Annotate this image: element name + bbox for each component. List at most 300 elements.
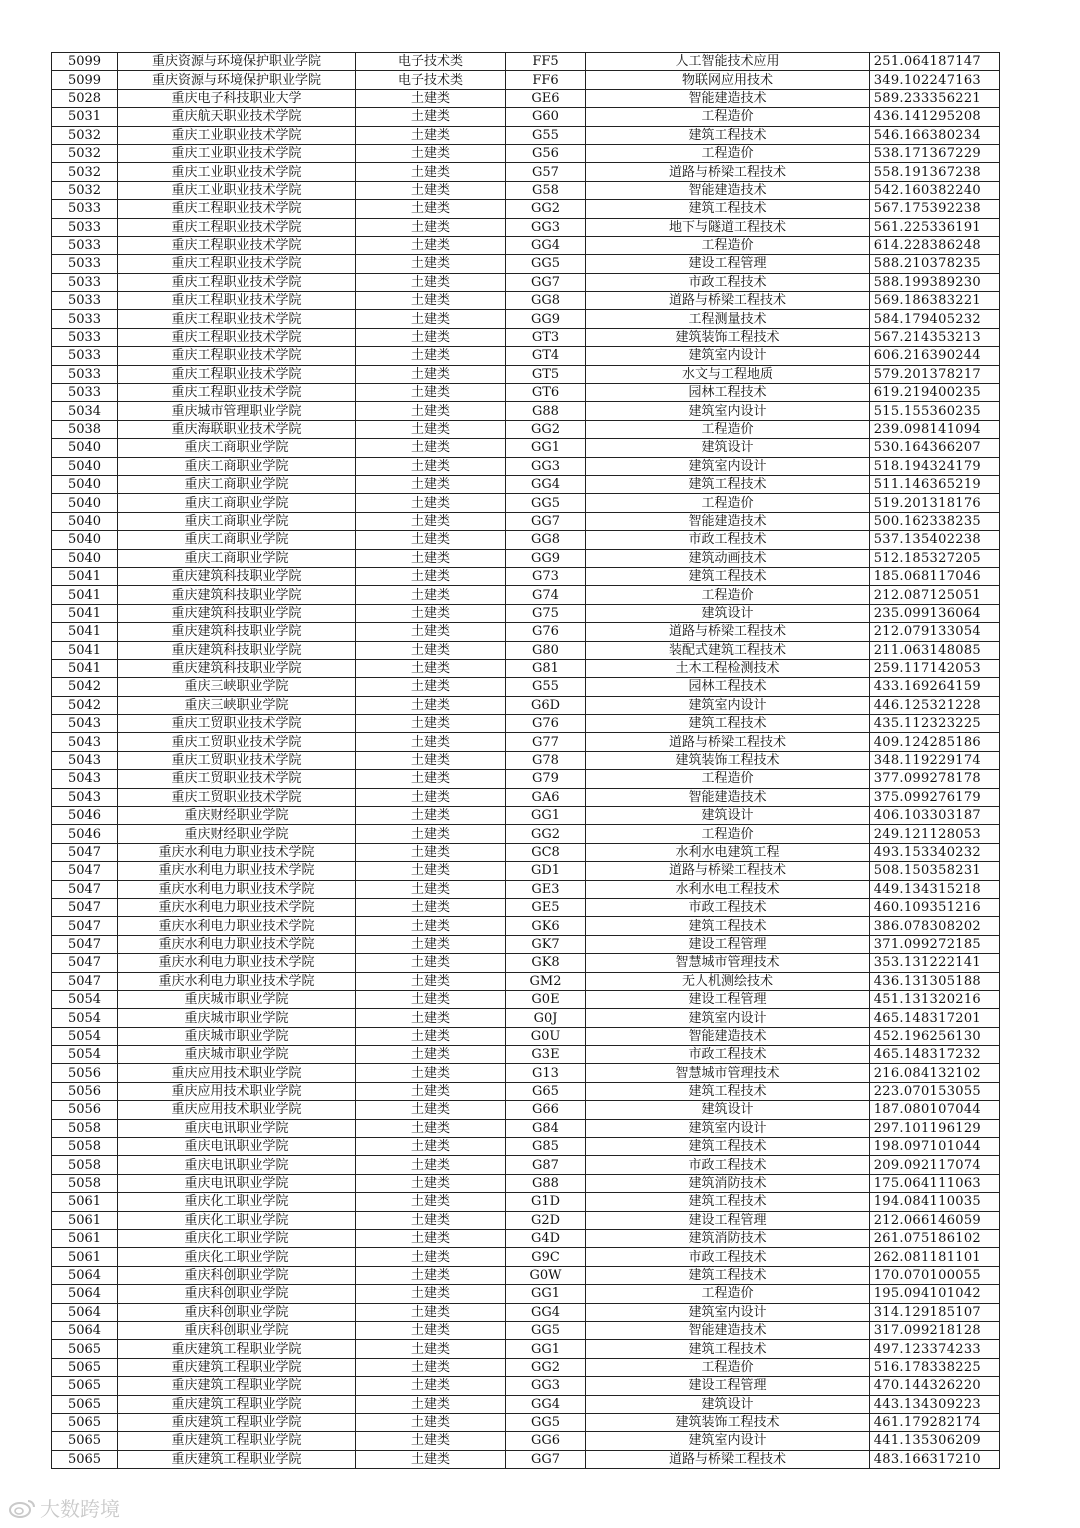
major-code-cell: G57 [506,163,586,181]
school-code-cell: 5064 [52,1303,118,1321]
table-row [52,567,1000,585]
school-code-cell: 5040 [52,439,118,457]
table-row [52,512,1000,530]
score-cell: 584.179405232 [870,310,1000,328]
score-cell: 216.084132102 [870,1064,1000,1082]
category-cell: 土建类 [356,1174,506,1192]
score-cell: 436.141295208 [870,108,1000,126]
major-name-cell: 建筑设计 [586,1101,870,1119]
major-name-cell: 建筑消防技术 [586,1174,870,1192]
score-cell: 175.064111063 [870,1174,1000,1192]
major-name-cell: 建筑装饰工程技术 [586,1413,870,1431]
score-cell: 441.135306209 [870,1432,1000,1450]
score-cell: 317.099218128 [870,1321,1000,1339]
table-row [52,807,1000,825]
score-cell: 567.175392238 [870,200,1000,218]
major-code-cell: G85 [506,1138,586,1156]
score-cell: 461.179282174 [870,1413,1000,1431]
score-cell: 546.166380234 [870,126,1000,144]
table-row [52,89,1000,107]
school-code-cell: 5064 [52,1266,118,1284]
score-cell: 470.144326220 [870,1377,1000,1395]
table-row [52,218,1000,236]
school-code-cell: 5058 [52,1156,118,1174]
major-code-cell: G1D [506,1193,586,1211]
school-code-cell: 5038 [52,420,118,438]
score-cell: 614.228386248 [870,236,1000,254]
major-code-cell: GG4 [506,475,586,493]
school-code-cell: 5047 [52,898,118,916]
school-code-cell: 5065 [52,1395,118,1413]
table-row [52,715,1000,733]
category-cell: 土建类 [356,1303,506,1321]
major-name-cell: 道路与桥梁工程技术 [586,292,870,310]
major-code-cell: G0E [506,990,586,1008]
category-cell: 土建类 [356,1101,506,1119]
major-name-cell: 建筑工程技术 [586,1340,870,1358]
major-code-cell: GK7 [506,935,586,953]
category-cell: 电子技术类 [356,53,506,71]
major-name-cell: 建筑室内设计 [586,457,870,475]
score-cell: 500.162338235 [870,512,1000,530]
major-code-cell: G75 [506,604,586,622]
school-code-cell: 5040 [52,457,118,475]
category-cell: 土建类 [356,733,506,751]
school-code-cell: 5054 [52,1027,118,1045]
school-name-cell: 重庆电子科技职业大学 [118,89,356,107]
school-name-cell: 重庆科创职业学院 [118,1285,356,1303]
school-code-cell: 5056 [52,1082,118,1100]
school-name-cell: 重庆城市职业学院 [118,1027,356,1045]
category-cell: 土建类 [356,310,506,328]
major-name-cell: 工程造价 [586,236,870,254]
category-cell: 土建类 [356,1413,506,1431]
category-cell: 土建类 [356,1064,506,1082]
table-row [52,475,1000,493]
major-code-cell: G77 [506,733,586,751]
major-name-cell: 建筑室内设计 [586,1432,870,1450]
category-cell: 土建类 [356,586,506,604]
category-cell: 土建类 [356,457,506,475]
school-name-cell: 重庆电讯职业学院 [118,1174,356,1192]
school-name-cell: 重庆建筑科技职业学院 [118,567,356,585]
category-cell: 土建类 [356,1285,506,1303]
major-name-cell: 建筑工程技术 [586,917,870,935]
school-name-cell: 重庆工程职业技术学院 [118,347,356,365]
school-code-cell: 5056 [52,1101,118,1119]
major-code-cell: G65 [506,1082,586,1100]
major-name-cell: 建筑室内设计 [586,1303,870,1321]
major-code-cell: GG2 [506,825,586,843]
major-code-cell: GG5 [506,1321,586,1339]
category-cell: 土建类 [356,715,506,733]
major-name-cell: 土木工程检测技术 [586,659,870,677]
table-row [52,494,1000,512]
category-cell: 土建类 [356,365,506,383]
score-cell: 446.125321228 [870,696,1000,714]
major-code-cell: G80 [506,641,586,659]
major-name-cell: 市政工程技术 [586,1248,870,1266]
category-cell: 土建类 [356,531,506,549]
category-cell: 土建类 [356,623,506,641]
school-name-cell: 重庆工商职业学院 [118,512,356,530]
major-code-cell: G6D [506,696,586,714]
school-code-cell: 5065 [52,1340,118,1358]
table-row [52,1395,1000,1413]
major-code-cell: GG2 [506,1358,586,1376]
major-code-cell: GD1 [506,862,586,880]
major-name-cell: 道路与桥梁工程技术 [586,733,870,751]
major-name-cell: 建筑工程技术 [586,567,870,585]
major-name-cell: 建筑设计 [586,807,870,825]
weibo-icon [8,1498,36,1518]
school-name-cell: 重庆水利电力职业技术学院 [118,972,356,990]
school-code-cell: 5047 [52,954,118,972]
score-cell: 239.098141094 [870,420,1000,438]
major-name-cell: 建筑装饰工程技术 [586,751,870,769]
school-code-cell: 5047 [52,843,118,861]
major-name-cell: 物联网应用技术 [586,71,870,89]
category-cell: 土建类 [356,770,506,788]
table-row [52,71,1000,89]
major-name-cell: 水利水电工程技术 [586,880,870,898]
score-cell: 212.079133054 [870,623,1000,641]
school-code-cell: 5041 [52,604,118,622]
score-cell: 249.121128053 [870,825,1000,843]
major-code-cell: GG4 [506,1303,586,1321]
school-name-cell: 重庆建筑工程职业学院 [118,1450,356,1468]
score-cell: 538.171367229 [870,144,1000,162]
school-name-cell: 重庆航天职业技术学院 [118,108,356,126]
table-row [52,1046,1000,1064]
major-name-cell: 建筑装饰工程技术 [586,328,870,346]
table-row [52,623,1000,641]
admission-score-table [51,52,1000,1469]
category-cell: 土建类 [356,1046,506,1064]
major-name-cell: 建设工程管理 [586,990,870,1008]
score-cell: 375.099276179 [870,788,1000,806]
category-cell: 土建类 [356,1230,506,1248]
score-cell: 209.092117074 [870,1156,1000,1174]
category-cell: 土建类 [356,825,506,843]
category-cell: 电子技术类 [356,71,506,89]
major-name-cell: 智能建造技术 [586,89,870,107]
school-code-cell: 5033 [52,273,118,291]
major-code-cell: G0U [506,1027,586,1045]
major-name-cell: 建筑室内设计 [586,1119,870,1137]
major-name-cell: 装配式建筑工程技术 [586,641,870,659]
score-cell: 558.191367238 [870,163,1000,181]
major-code-cell: GM2 [506,972,586,990]
category-cell: 土建类 [356,420,506,438]
school-name-cell: 重庆工贸职业技术学院 [118,788,356,806]
major-code-cell: G60 [506,108,586,126]
major-name-cell: 建筑工程技术 [586,1082,870,1100]
score-cell: 170.070100055 [870,1266,1000,1284]
table-row [52,457,1000,475]
school-name-cell: 重庆水利电力职业技术学院 [118,880,356,898]
school-code-cell: 5065 [52,1450,118,1468]
major-name-cell: 工程造价 [586,1285,870,1303]
major-code-cell: FF6 [506,71,586,89]
major-name-cell: 工程造价 [586,494,870,512]
table-row [52,1432,1000,1450]
score-cell: 349.102247163 [870,71,1000,89]
table-row [52,1413,1000,1431]
table-row [52,531,1000,549]
table-row [52,1358,1000,1376]
table-row [52,273,1000,291]
school-name-cell: 重庆建筑工程职业学院 [118,1395,356,1413]
major-code-cell: G78 [506,751,586,769]
school-name-cell: 重庆建筑科技职业学院 [118,604,356,622]
school-code-cell: 5065 [52,1377,118,1395]
table-row [52,696,1000,714]
school-name-cell: 重庆工程职业技术学院 [118,384,356,402]
school-name-cell: 重庆三峡职业学院 [118,678,356,696]
score-cell: 588.199389230 [870,273,1000,291]
major-code-cell: GG2 [506,200,586,218]
table-row [52,1174,1000,1192]
school-code-cell: 5033 [52,328,118,346]
category-cell: 土建类 [356,1193,506,1211]
school-name-cell: 重庆建筑工程职业学院 [118,1340,356,1358]
table-row [52,770,1000,788]
watermark-text: 大数跨境 [40,1497,120,1521]
school-name-cell: 重庆水利电力职业技术学院 [118,935,356,953]
score-cell: 619.219400235 [870,384,1000,402]
major-name-cell: 无人机测绘技术 [586,972,870,990]
category-cell: 土建类 [356,1027,506,1045]
school-code-cell: 5033 [52,292,118,310]
category-cell: 土建类 [356,494,506,512]
category-cell: 土建类 [356,1082,506,1100]
score-cell: 515.155360235 [870,402,1000,420]
table-row [52,825,1000,843]
school-name-cell: 重庆化工职业学院 [118,1230,356,1248]
school-code-cell: 5047 [52,972,118,990]
school-name-cell: 重庆建筑工程职业学院 [118,1432,356,1450]
major-code-cell: GG8 [506,531,586,549]
school-name-cell: 重庆资源与环境保护职业学院 [118,71,356,89]
school-name-cell: 重庆水利电力职业技术学院 [118,898,356,916]
school-code-cell: 5065 [52,1432,118,1450]
school-code-cell: 5043 [52,770,118,788]
school-code-cell: 5061 [52,1230,118,1248]
major-code-cell: G58 [506,181,586,199]
major-name-cell: 市政工程技术 [586,1156,870,1174]
school-name-cell: 重庆电讯职业学院 [118,1138,356,1156]
category-cell: 土建类 [356,1377,506,1395]
category-cell: 土建类 [356,255,506,273]
score-cell: 433.169264159 [870,678,1000,696]
table-row [52,1248,1000,1266]
school-code-cell: 5047 [52,862,118,880]
school-name-cell: 重庆化工职业学院 [118,1211,356,1229]
school-name-cell: 重庆电讯职业学院 [118,1156,356,1174]
major-code-cell: GG3 [506,218,586,236]
major-name-cell: 工程造价 [586,825,870,843]
major-name-cell: 智能建造技术 [586,1321,870,1339]
category-cell: 土建类 [356,1432,506,1450]
school-code-cell: 5099 [52,71,118,89]
score-cell: 530.164366207 [870,439,1000,457]
score-cell: 537.135402238 [870,531,1000,549]
school-name-cell: 重庆工商职业学院 [118,494,356,512]
major-name-cell: 道路与桥梁工程技术 [586,623,870,641]
school-name-cell: 重庆建筑科技职业学院 [118,659,356,677]
major-code-cell: GG9 [506,310,586,328]
table-row [52,1230,1000,1248]
school-name-cell: 重庆城市职业学院 [118,990,356,1008]
school-code-cell: 5043 [52,788,118,806]
major-name-cell: 工程造价 [586,1358,870,1376]
category-cell: 土建类 [356,1009,506,1027]
category-cell: 土建类 [356,1156,506,1174]
table-row [52,365,1000,383]
major-code-cell: G88 [506,402,586,420]
major-name-cell: 建筑工程技术 [586,1193,870,1211]
category-cell: 土建类 [356,990,506,1008]
school-code-cell: 5043 [52,715,118,733]
school-code-cell: 5058 [52,1119,118,1137]
score-cell: 579.201378217 [870,365,1000,383]
school-name-cell: 重庆应用技术职业学院 [118,1082,356,1100]
score-cell: 451.131320216 [870,990,1000,1008]
major-code-cell: GC8 [506,843,586,861]
major-code-cell: GG3 [506,457,586,475]
school-name-cell: 重庆城市管理职业学院 [118,402,356,420]
major-name-cell: 智慧城市管理技术 [586,954,870,972]
table-row [52,236,1000,254]
category-cell: 土建类 [356,163,506,181]
major-code-cell: G3E [506,1046,586,1064]
major-code-cell: G0J [506,1009,586,1027]
score-cell: 465.148317232 [870,1046,1000,1064]
table-row [52,1009,1000,1027]
major-code-cell: GT5 [506,365,586,383]
score-cell: 518.194324179 [870,457,1000,475]
score-cell: 493.153340232 [870,843,1000,861]
major-name-cell: 园林工程技术 [586,384,870,402]
table-row [52,144,1000,162]
table-row [52,1101,1000,1119]
major-code-cell: G56 [506,144,586,162]
school-name-cell: 重庆工贸职业技术学院 [118,733,356,751]
major-code-cell: GG1 [506,1285,586,1303]
table-row [52,549,1000,567]
table-row [52,108,1000,126]
table-row [52,586,1000,604]
major-name-cell: 工程测量技术 [586,310,870,328]
major-name-cell: 智能建造技术 [586,512,870,530]
school-code-cell: 5061 [52,1248,118,1266]
school-code-cell: 5064 [52,1321,118,1339]
school-code-cell: 5054 [52,990,118,1008]
category-cell: 土建类 [356,218,506,236]
category-cell: 土建类 [356,89,506,107]
school-name-cell: 重庆工商职业学院 [118,475,356,493]
major-name-cell: 建筑室内设计 [586,347,870,365]
school-name-cell: 重庆建筑工程职业学院 [118,1358,356,1376]
score-cell: 409.124285186 [870,733,1000,751]
major-name-cell: 建筑消防技术 [586,1230,870,1248]
score-cell: 314.129185107 [870,1303,1000,1321]
major-name-cell: 建筑动画技术 [586,549,870,567]
school-code-cell: 5047 [52,917,118,935]
school-code-cell: 5033 [52,218,118,236]
school-code-cell: 5033 [52,310,118,328]
category-cell: 土建类 [356,751,506,769]
major-name-cell: 智能建造技术 [586,181,870,199]
table-row [52,384,1000,402]
school-code-cell: 5046 [52,807,118,825]
major-code-cell: G55 [506,678,586,696]
school-code-cell: 5043 [52,751,118,769]
school-code-cell: 5033 [52,365,118,383]
score-cell: 497.123374233 [870,1340,1000,1358]
major-name-cell: 智慧城市管理技术 [586,1064,870,1082]
score-cell: 512.185327205 [870,549,1000,567]
school-name-cell: 重庆建筑科技职业学院 [118,641,356,659]
school-code-cell: 5040 [52,549,118,567]
score-cell: 353.131222141 [870,954,1000,972]
score-cell: 561.225336191 [870,218,1000,236]
major-code-cell: GT4 [506,347,586,365]
school-code-cell: 5064 [52,1285,118,1303]
table-row [52,788,1000,806]
school-code-cell: 5042 [52,696,118,714]
major-code-cell: GG5 [506,255,586,273]
score-cell: 348.119229174 [870,751,1000,769]
category-cell: 土建类 [356,604,506,622]
school-code-cell: 5061 [52,1211,118,1229]
category-cell: 土建类 [356,200,506,218]
category-cell: 土建类 [356,1395,506,1413]
school-code-cell: 5054 [52,1009,118,1027]
score-cell: 436.131305188 [870,972,1000,990]
major-name-cell: 建筑工程技术 [586,715,870,733]
score-cell: 511.146365219 [870,475,1000,493]
table-row [52,1156,1000,1174]
score-cell: 465.148317201 [870,1009,1000,1027]
school-name-cell: 重庆海联职业技术学院 [118,420,356,438]
school-name-cell: 重庆水利电力职业技术学院 [118,843,356,861]
school-name-cell: 重庆工程职业技术学院 [118,273,356,291]
school-code-cell: 5034 [52,402,118,420]
category-cell: 土建类 [356,1119,506,1137]
score-cell: 542.160382240 [870,181,1000,199]
major-code-cell: GE5 [506,898,586,916]
major-name-cell: 工程造价 [586,420,870,438]
school-name-cell: 重庆工程职业技术学院 [118,236,356,254]
category-cell: 土建类 [356,273,506,291]
category-cell: 土建类 [356,972,506,990]
major-code-cell: G4D [506,1230,586,1248]
school-name-cell: 重庆工业职业技术学院 [118,181,356,199]
school-name-cell: 重庆水利电力职业技术学院 [118,862,356,880]
table-row [52,862,1000,880]
major-name-cell: 市政工程技术 [586,273,870,291]
score-cell: 251.064187147 [870,53,1000,71]
major-code-cell: G0W [506,1266,586,1284]
school-name-cell: 重庆工商职业学院 [118,457,356,475]
major-name-cell: 工程造价 [586,586,870,604]
school-code-cell: 5041 [52,623,118,641]
school-code-cell: 5040 [52,512,118,530]
table-row [52,1450,1000,1468]
school-code-cell: 5042 [52,678,118,696]
